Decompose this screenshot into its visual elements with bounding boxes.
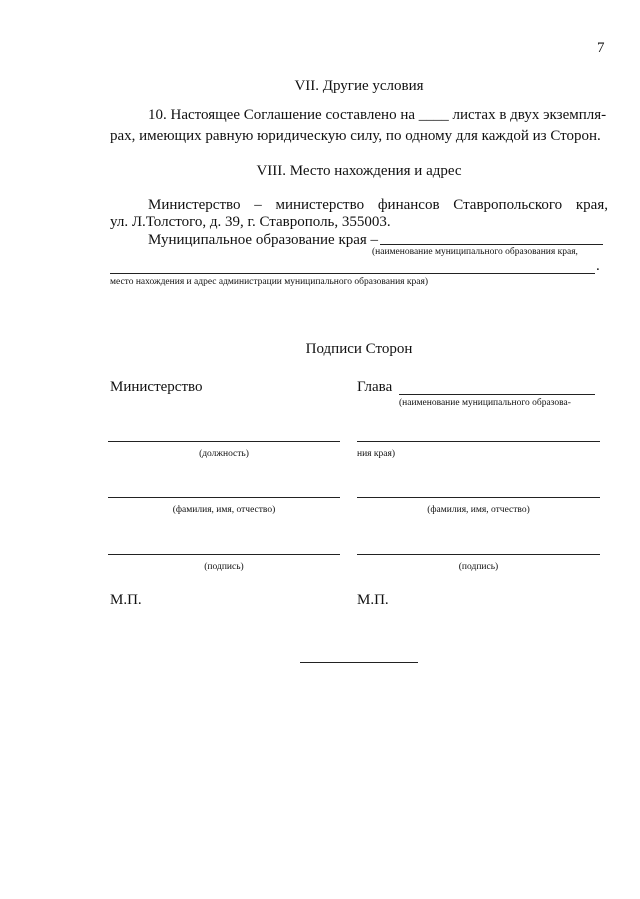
closing-divider bbox=[300, 662, 418, 663]
ministry-address-line2: ул. Л.Толстого, д. 39, г. Ставрополь, 355003. bbox=[110, 214, 391, 230]
head-name-hint-line2: ния края) bbox=[357, 449, 396, 459]
address-line-period: . bbox=[596, 258, 600, 274]
section-7-paragraph-line2: рах, имеющих равную юридическую силу, по одному для каждой из Сторон. bbox=[110, 128, 601, 144]
section-7-paragraph-line1: 10. Настоящее Соглашение составлено на ____ листах в двух экземпля- bbox=[148, 107, 607, 123]
head-signature-line bbox=[357, 554, 600, 555]
ministry-signature-title: Министерство bbox=[110, 379, 203, 395]
municipal-label: Муниципальное образование края – bbox=[148, 232, 379, 248]
head-name-line-2 bbox=[357, 441, 600, 442]
section-8-heading: VIII. Место нахождения и адрес bbox=[256, 163, 462, 179]
ministry-address-line1: Министерство – министерство финансов Ставропольского края, bbox=[148, 197, 608, 213]
head-stamp-place: М.П. bbox=[357, 592, 389, 608]
municipal-address-line bbox=[110, 273, 595, 274]
signatures-heading: Подписи Сторон bbox=[305, 341, 413, 357]
municipal-name-hint: (наименование муниципального образования края, bbox=[372, 247, 578, 257]
page-number: 7 bbox=[597, 40, 605, 56]
ministry-signature-hint: (подпись) bbox=[204, 562, 244, 572]
ministry-position-line bbox=[108, 441, 340, 442]
ministry-fullname-line bbox=[108, 497, 340, 498]
head-fullname-line bbox=[357, 497, 600, 498]
head-name-line bbox=[399, 394, 595, 395]
head-fullname-hint: (фамилия, имя, отчество) bbox=[427, 505, 530, 515]
ministry-signature-line bbox=[108, 554, 340, 555]
head-signature-title: Глава bbox=[357, 379, 393, 395]
municipal-address-hint: место нахождения и адрес администрации муниципального образования края) bbox=[110, 277, 429, 287]
head-signature-hint: (подпись) bbox=[458, 562, 499, 572]
ministry-stamp-place: М.П. bbox=[110, 592, 142, 608]
section-7-heading: VII. Другие условия bbox=[294, 78, 424, 94]
head-name-hint-line1: (наименование муниципального образова- bbox=[399, 398, 571, 408]
ministry-position-hint: (должность) bbox=[199, 449, 249, 459]
municipal-name-line bbox=[380, 244, 603, 245]
ministry-fullname-hint: (фамилия, имя, отчество) bbox=[172, 505, 276, 515]
